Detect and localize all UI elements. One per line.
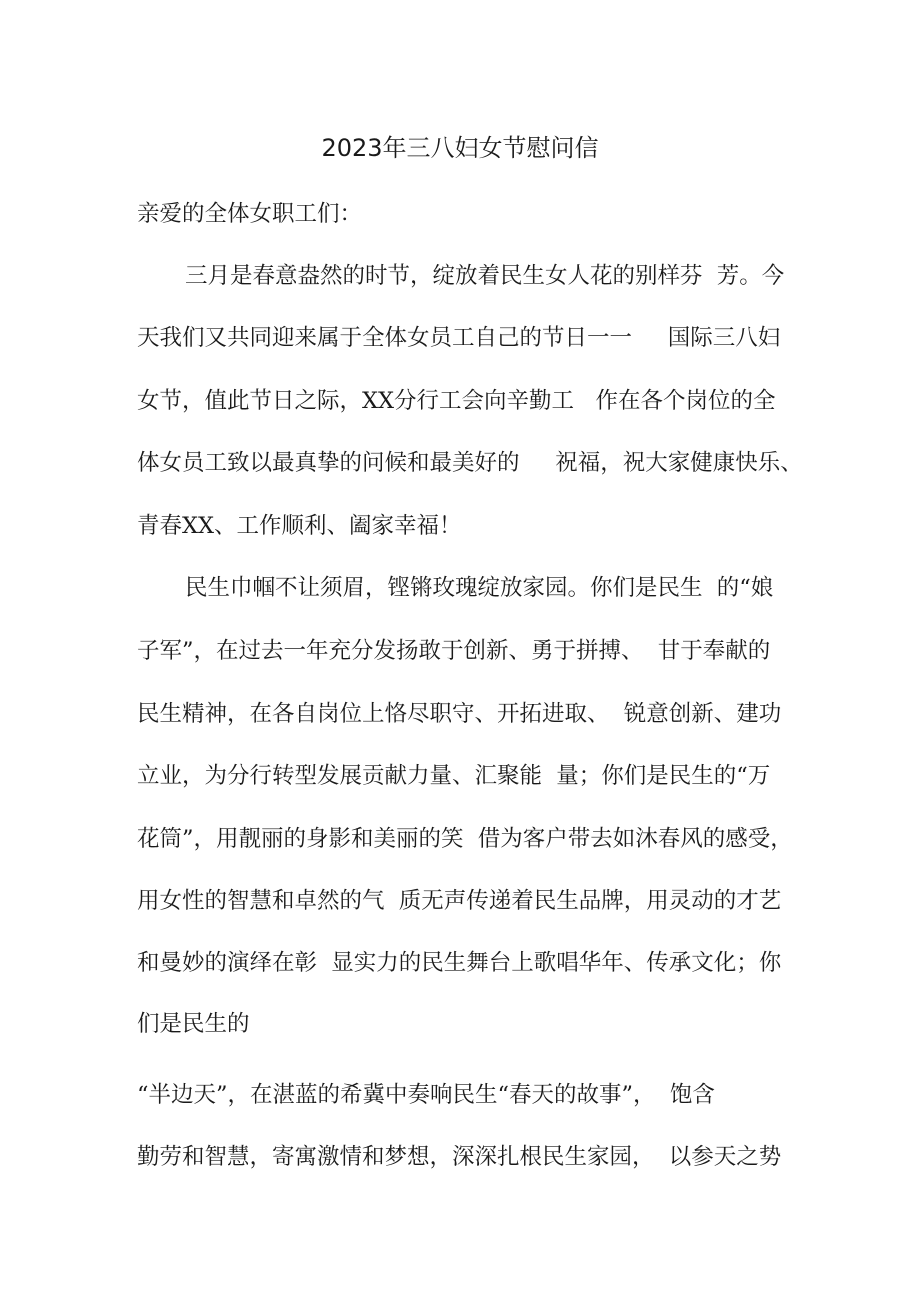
paragraph-line: 用女性的智慧和卓然的气 质无声传递着民生品牌，用灵动的才艺: [137, 888, 782, 914]
paragraph-line: 们是民生的: [137, 1011, 250, 1037]
paragraph-line: 勤劳和智慧，寄寓激情和梦想，深深扎根民生家园， 以参天之势: [137, 1144, 782, 1170]
salutation: 亲爱的全体女职工们：: [137, 201, 363, 227]
paragraph-line: 和曼妙的演绎在彰 显实力的民生舞台上歌唱华年、传承文化；你: [137, 950, 782, 976]
paragraph-line: 花筒”，用靓丽的身影和美丽的笑 借为客户带去如沐春风的感受，: [137, 826, 793, 852]
paragraph-line: “半边天”，在湛蓝的希冀中奏响民生“春天的故事”， 饱含: [137, 1082, 715, 1108]
paragraph-line: 立业，为分行转型发展贡献力量、汇聚能 量；你们是民生的“万: [137, 763, 771, 789]
paragraph-line: 天我们又共同迎来属于全体女员工自己的节日一一 国际三八妇: [137, 325, 781, 351]
paragraph-line: 三月是春意盎然的时节，绽放着民生女人花的别样芬 芳。今: [185, 263, 785, 289]
paragraph-line: 民生巾帼不让须眉，铿锵玫瑰绽放家园。你们是民生 的“娘: [185, 575, 774, 601]
document-title: 2023年三八妇女节慰问信: [321, 134, 599, 162]
paragraph-line: 民生精神，在各自岗位上恪尽职守、开拓进取、 锐意创新、建功: [137, 701, 782, 727]
paragraph-line: 子军”，在过去一年充分发扬敢于创新、勇于拼搏、 甘于奉献的: [137, 638, 771, 664]
paragraph-line: 体女员工致以最真挚的问候和最美好的 祝福，祝大家健康快乐、: [137, 450, 803, 476]
paragraph-line: 女节，值此节日之际，XX分行工会向辛勤工 作在各个岗位的全: [137, 388, 776, 414]
paragraph-line: 青春XX、工作顺利、阖家幸福！: [137, 513, 462, 539]
